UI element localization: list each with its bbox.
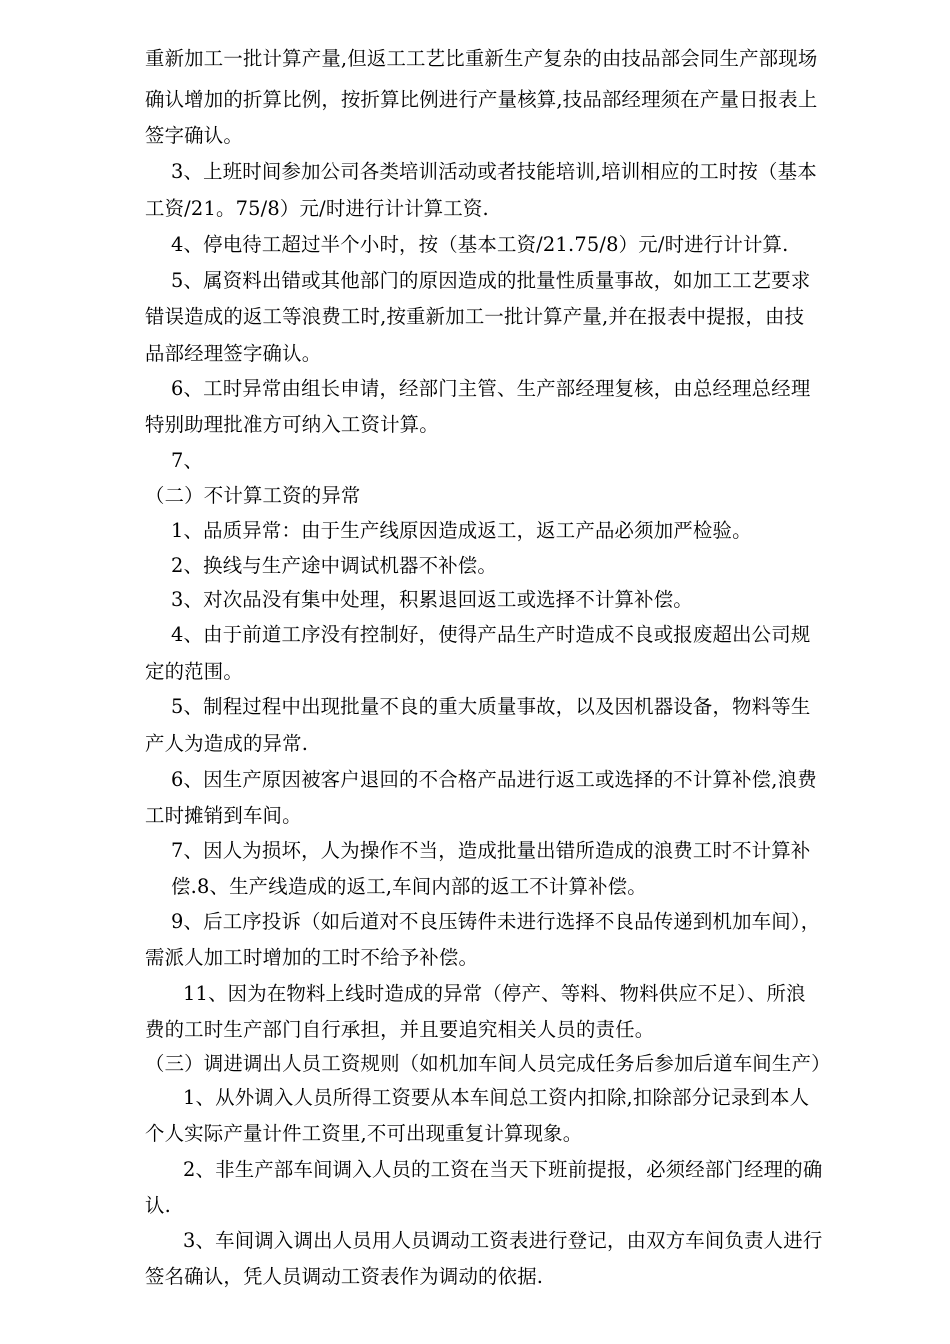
text-line-33: 认. <box>145 1194 171 1217</box>
text-line-24: 偿.8、生产线造成的返工,车间内部的返工不计算补偿。 <box>171 875 647 898</box>
text-line-12: 7、 <box>171 449 204 472</box>
text-line-8: 错误造成的返工等浪费工时,按重新加工一批计算产量,并在报表中提报，由技 <box>145 305 805 328</box>
text-line-5: 工资/21。75/8）元/时进行计计算工资. <box>145 197 489 220</box>
text-line-20: 产人为造成的异常. <box>145 732 309 755</box>
text-line-28: 费的工时生产部门自行承担，并且要追究相关人员的责任。 <box>145 1018 655 1041</box>
text-line-1: 重新加工一批计算产量,但返工工艺比重新生产复杂的由技品部会同生产部现场 <box>145 47 818 70</box>
text-line-26: 需派人加工时增加的工时不给予补偿。 <box>145 946 479 969</box>
text-line-35: 签名确认，凭人员调动工资表作为调动的依据. <box>145 1265 544 1288</box>
text-line-30: 1、从外调入人员所得工资要从本车间总工资内扣除,扣除部分记录到本人 <box>183 1086 810 1109</box>
section-heading-2: （二）不计算工资的异常 <box>145 484 361 507</box>
text-line-34: 3、车间调入调出人员用人员调动工资表进行登记，由双方车间负责人进行 <box>183 1229 823 1252</box>
text-line-15: 2、换线与生产途中调试机器不补偿。 <box>171 554 497 577</box>
text-line-23: 7、因人为损坏，人为操作不当，造成批量出错所造成的浪费工时不计算补 <box>171 839 811 862</box>
text-line-10: 6、工时异常由组长申请，经部门主管、生产部经理复核，由总经理总经理 <box>171 377 811 400</box>
text-line-3: 签字确认。 <box>145 124 243 147</box>
text-line-7: 5、属资料出错或其他部门的原因造成的批量性质量事故，如加工工艺要求 <box>171 269 811 292</box>
section-heading-3: （三）调进调出人员工资规则（如机加车间人员完成任务后参加后道车间生产） <box>145 1052 831 1075</box>
text-line-2: 确认增加的折算比例，按折算比例进行产量核算,技品部经理须在产量日报表上 <box>145 88 818 111</box>
text-line-11: 特别助理批准方可纳入工资计算。 <box>145 413 439 436</box>
text-line-14: 1、品质异常：由于生产线原因造成返工，返工产品必须加严检验。 <box>171 519 752 542</box>
text-line-22: 工时摊销到车间。 <box>145 804 302 827</box>
text-line-9: 品部经理签字确认。 <box>145 342 322 365</box>
text-line-4: 3、上班时间参加公司各类培训活动或者技能培训,培训相应的工时按（基本 <box>171 160 817 183</box>
text-line-6: 4、停电待工超过半个小时，按（基本工资/21.75/8）元/时进行计计算. <box>171 233 789 256</box>
text-line-21: 6、因生产原因被客户退回的不合格产品进行返工或选择的不计算补偿,浪费 <box>171 768 817 791</box>
text-line-19: 5、制程过程中出现批量不良的重大质量事故，以及因机器设备，物料等生 <box>171 695 811 718</box>
text-line-18: 定的范围。 <box>145 660 243 683</box>
text-line-16: 3、对次品没有集中处理，积累退回返工或选择不计算补偿。 <box>171 588 693 611</box>
text-line-31: 个人实际产量计件工资里,不可出现重复计算现象。 <box>145 1122 583 1145</box>
text-line-25: 9、后工序投诉（如后道对不良压铸件未进行选择不良品传递到机加车间）， <box>171 910 821 933</box>
text-line-32: 2、非生产部车间调入人员的工资在当天下班前提报，必须经部门经理的确 <box>183 1158 823 1181</box>
text-line-17: 4、由于前道工序没有控制好，使得产品生产时造成不良或报废超出公司规 <box>171 623 811 646</box>
text-line-27: 11、因为在物料上线时造成的异常（停产、等料、物料供应不足）、所浪 <box>183 982 806 1005</box>
